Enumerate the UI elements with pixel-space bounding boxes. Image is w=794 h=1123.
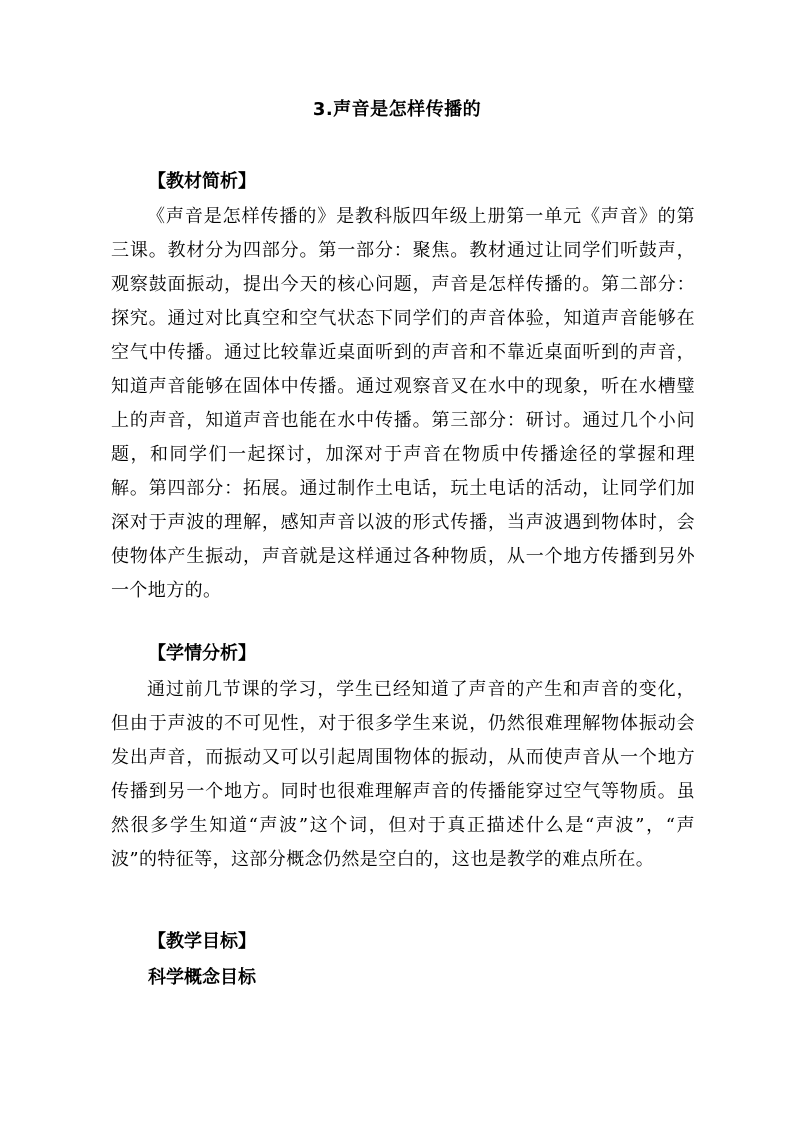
subheading-science-concept-objectives: 科学概念目标 (148, 967, 256, 988)
document-title: 3.声音是怎样传播的 (312, 99, 482, 120)
section-heading-teaching-objectives: 【教学目标】 (148, 931, 256, 952)
paragraph-learner-analysis: 通过前几节课的学习，学生已经知道了声音的产生和声音的变化，但由于声波的不可见性，对于很多学生来说，仍然很难理解物体振动会发出声音，而振动又可以引起周围物体的振动，从而使声音从一个地方传播到另一个地方。同时也很难理解声音的传播能穿过空气等物质。虽然很多学生知道“声波”这个词，但对于真正描述什么是“声波”，“声波”的特征等，这部分概念仍然是空白的，这也是教学的难点所在。 (111, 679, 695, 870)
section-heading-textbook-analysis: 【教材简析】 (148, 171, 256, 192)
section-heading-learner-analysis: 【学情分析】 (148, 643, 256, 664)
paragraph-textbook-analysis: 《声音是怎样传播的》是教科版四年级上册第一单元《声音》的第三课。教材分为四部分。第一部分：聚焦。教材通过让同学们听鼓声，观察鼓面振动，提出今天的核心问题，声音是怎样传播的。第二部分：探究。通过对比真空和空气状态下同学们的声音体验，知道声音能够在空气中传播。通过比较靠近桌面听到的声音和不靠近桌面听到的声音，知道声音能够在固体中传播。通过观察音叉在水中的现象，听在水槽璧上的声音，知道声音也能在水中传播。第三部分：研讨。通过几个小问题，和同学们一起探讨，加深对于声音在物质中传播途径的掌握和理解。第四部分：拓展。通过制作土电话，玩土电话的活动，让同学们加深对于声波的理解，感知声音以波的形式传播，当声波遇到物体时，会使物体产生振动，声音就是这样通过各种物质，从一个地方传播到另外一个地方的。 (111, 206, 695, 601)
